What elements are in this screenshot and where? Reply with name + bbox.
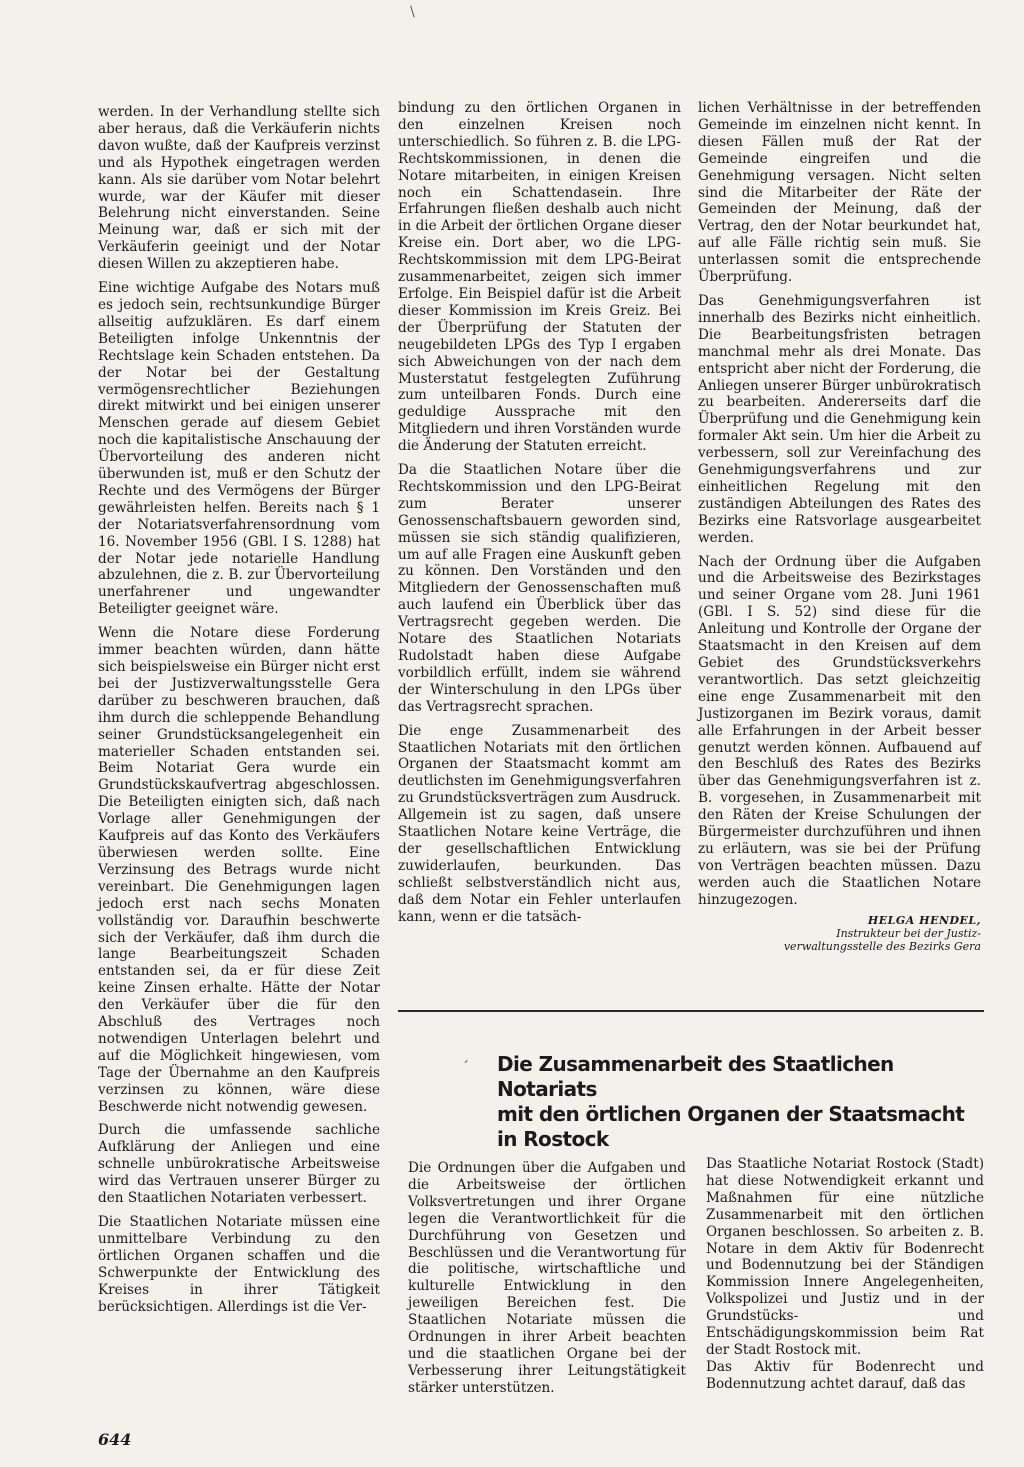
scan-mark: ˊ bbox=[462, 1060, 469, 1076]
paragraph: Da die Staatlichen Notare über die Rechtskommission und den LPG-Beirat zum Berater unserer Genossenschaftsbauern geworden sind, müssen sie sich ständig qualifizieren, um auf alle Fragen eine Auskunft geben zu können. Den Vorständen und den Mitgliedern der Genossenschaften muß auch laufend ein Überblick über das Vertragsrecht gegeben werden. Die Notare des Staatlichen Notariats Rudolstadt haben diese Aufgabe vorbildlich erfüllt, indem sie während der Winterschulung in den LPGs über das Vertragsrecht sprachen. bbox=[398, 462, 681, 715]
scan-mark: \ bbox=[410, 4, 415, 20]
paragraph: lichen Verhältnisse in der betreffenden Gemeinde im einzelnen nicht kennt. In diesen Fällen muß der Rat der Gemeinde eingreifen und die Genehmigung versagen. Nicht selten sind die Mitarbeiter der Räte der Gemeinden der Meinung, daß der Vertrag, den der Notar beurkundet hat, auf alle Fälle richtig sein muß. Sie unterlassen somit die entsprechende Überprüfung. bbox=[698, 100, 981, 286]
author-name: HELGA HENDEL, bbox=[867, 913, 981, 927]
paragraph: Das Staatliche Notariat Rostock (Stadt) hat diese Notwendigkeit erkannt und Maßnahmen für eine nützliche Zusammenarbeit mit den örtlichen Organen beschlossen. So arbeiten z. B. Notare in dem Aktiv für Bodenrecht und Bodennutzung bei der Ständigen Kommission Innere Angelegenheiten, Volkspolizei und Justiz und in der Grundstücks- und Entschädigungskommission beim Rat der Stadt Rostock mit. bbox=[706, 1156, 984, 1358]
paragraph: werden. In der Verhandlung stellte sich aber heraus, daß die Verkäuferin nichts davon wußte, daß der Kaufpreis verzinst und als Hypothek eingetragen werden kann. Als sie darüber vom Notar belehrt wurde, war der Käufer mit dieser Belehrung nicht einverstanden. Seine Meinung war, daß er sich mit der Verkäuferin geeinigt und der Notar diesen Willen zu akzeptieren habe. bbox=[98, 104, 380, 273]
paragraph: Die Staatlichen Notariate müssen eine unmittelbare Verbindung zu den örtlichen Organen schaffen und die Schwerpunkte der Entwicklung des Kreises in ihrer Tätigkeit berücksichtigen. Allerdings ist die Ver- bbox=[98, 1214, 380, 1315]
article-column-2 bbox=[398, 100, 681, 926]
paragraph: Nach der Ordnung über die Aufgaben und die Arbeitsweise des Bezirkstages und seiner Organe vom 28. Juni 1961 (GBl. I S. 52) sind diese für die Anleitung und Kontrolle der Organe der Staatsmacht in den Kreisen auf dem Gebiet des Grundstücksverkehrs verantwortlich. Das setzt gleichzeitig eine enge Zusammenarbeit mit den Justizorganen im Bezirk voraus, damit alle Erfahrungen in der Arbeit besser genutzt werden können. Aufbauend auf den Beschluß des Rates des Bezirks über das Genehmigungsverfahren ist z. B. vorgesehen, in Zusammenarbeit mit den Räten der Kreise Schulungen der Bürgermeister durchzuführen und ihnen zu erläutern, was sie bei der Prüfung von Verträgen beachten müssen. Dazu werden auch die Staatlichen Notare hinzugezogen. bbox=[698, 553, 981, 908]
paragraph: Die Ordnungen über die Aufgaben und die Arbeitsweise der örtlichen Volksvertretungen und ihrer Organe legen die Verantwortlichkeit für die Durchführung von Gesetzen und Beschlüssen und die Verantwortung für die politische, wirtschaftliche und kulturelle Entwicklung in den jeweiligen Bereichen fest. Die Staatlichen Notariate müssen die Ordnungen in ihrer Arbeit beachten und die staatlichen Organe bei der Verbesserung ihrer Leitungstätigkeit stärker unterstützen. bbox=[408, 1160, 686, 1396]
author-role: Instrukteur bei der Justiz- bbox=[836, 926, 981, 940]
article2-column-left bbox=[408, 1160, 686, 1397]
heading-line: Die Zusammenarbeit des Staatlichen Notariats bbox=[497, 1052, 894, 1101]
paragraph: Wenn die Notare diese Forderung immer beachten würden, dann hätte sich beispielsweise ein Bürger nicht erst bei der Justizverwaltungsstelle Gera darüber zu beschweren brauchen, daß ihm durch die schleppende Behandlung seiner Grundstücksangelegenheit ein materieller Schaden entstanden sei. Beim Notariat Gera wurde ein Grundstückskaufvertrag abgeschlossen. Die Beteiligten einigten sich, daß nach Vorlage aller Genehmigungen der Kaufpreis auf das Konto des Verkäufers überwiesen werden sollte. Eine Verzinsung des Betrags wurde nicht vereinbart. Die Genehmigungen lagen jedoch erst nach sechs Monaten vollständig vor. Daraufhin beschwerte sich der Verkäufer, daß ihm durch die lange Bearbeitungszeit Schaden entstanden sei, da er für diese Zeit keine Zinsen erhalte. Hätte der Notar den Verkäufer über die für den Abschluß des Vertrages noch notwendigen Unterlagen belehrt und auf die Möglichkeit hingewiesen, vom Tage der Übernahme an den Kaufpreis verzinsen zu können, wäre diese Beschwerde nicht notwendig gewesen. bbox=[98, 625, 380, 1115]
heading-line: in Rostock bbox=[497, 1127, 609, 1151]
article-heading bbox=[497, 1052, 987, 1152]
paragraph: Eine wichtige Aufgabe des Notars muß es jedoch sein, rechtsunkundige Bürger allseitig aufzuklären. Es darf einem Beteiligten infolge Unkenntnis der Rechtslage kein Schaden entstehen. Da der Notar bei der Gestaltung vermögensrechtlicher Beziehungen direkt mitwirkt und bei einigen unserer Menschen gerade auf diesem Gebiet noch die kapitalistische Anschauung der Übervorteilung des anderen nicht überwunden ist, muß er den Schutz der Rechte und des Vermögens der Bürger gewährleisten helfen. Bereits nach § 1 der Notariatsverfahrensordnung vom 16. November 1956 (GBl. I S. 1288) hat der Notar jede notarielle Handlung abzulehnen, die z. B. zur Übervorteilung unerfahrener und ungewandter Beteiligter geeignet wäre. bbox=[98, 280, 380, 618]
paragraph: Das Genehmigungsverfahren ist innerhalb des Bezirks nicht einheitlich. Die Bearbeitungsfristen betragen manchmal mehr als drei Monate. Das entspricht aber nicht der Forderung, die Anliegen unserer Bürger unbürokratisch zu bearbeiten. Andererseits darf die Überprüfung und die Genehmigung kein formaler Akt sein. Um hier die Arbeit zu verbessern, soll zur Vereinfachung des Genehmigungsverfahrens und zur einheitlichen Regelung mit den zuständigen Abteilungen des Rates des Bezirks eine Ratsvorlage ausgearbeitet werden. bbox=[698, 292, 981, 546]
section-divider bbox=[398, 1010, 984, 1012]
article-column-3 bbox=[698, 100, 981, 953]
heading-line: mit den örtlichen Organen der Staatsmacht bbox=[497, 1102, 965, 1126]
author-role: verwaltungsstelle des Bezirks Gera bbox=[783, 939, 981, 953]
paragraph: Durch die umfassende sachliche Aufklärung der Anliegen und eine schnelle unbürokratische Arbeitsweise wird das Vertrauen unserer Bürger zu den Staatlichen Notariaten verbessert. bbox=[98, 1122, 380, 1207]
article-column-1 bbox=[98, 104, 380, 1315]
paragraph: Die enge Zusammenarbeit des Staatlichen Notariats mit den örtlichen Organen der Staatsmacht kommt am deutlichsten im Genehmigungsverfahren zu Grundstücksverträgen zum Ausdruck. Allgemein ist zu sagen, daß unsere Staatlichen Notare keine Verträge, die der gesellschaftlichen Entwicklung zuwiderlaufen, beurkunden. Das schließt selbstverständlich nicht aus, daß dem Notar ein Fehler unterlaufen kann, wenn er die tatsäch- bbox=[398, 722, 681, 925]
page-number: 644 bbox=[98, 1430, 132, 1449]
paragraph: bindung zu den örtlichen Organen in den einzelnen Kreisen noch unterschiedlich. So führen z. B. die LPG-Rechtskommissionen, in denen die Notare mitarbeiten, in einigen Kreisen noch ein Schattendasein. Ihre Erfahrungen fließen deshalb auch nicht in die Arbeit der örtlichen Organe dieser Kreise ein. Dort aber, wo die LPG-Rechtskommission mit dem LPG-Beirat zusammenarbeitet, zeigen sich immer Erfolge. Ein Beispiel dafür ist die Arbeit dieser Kommission im Kreis Greiz. Bei der Überprüfung der Statuten der neugebildeten LPGs des Typ I ergaben sich Abweichungen von der nach dem Musterstatut festgelegten Zuführung zum unteilbaren Fonds. Durch eine geduldige Aussprache mit den Mitgliedern und ihren Vorständen wurde die Änderung der Statuten erreicht. bbox=[398, 100, 681, 455]
author-signature bbox=[698, 914, 981, 953]
paragraph: Das Aktiv für Bodenrecht und Bodennutzung achtet darauf, daß das bbox=[706, 1358, 984, 1392]
article2-column-right bbox=[706, 1156, 984, 1393]
